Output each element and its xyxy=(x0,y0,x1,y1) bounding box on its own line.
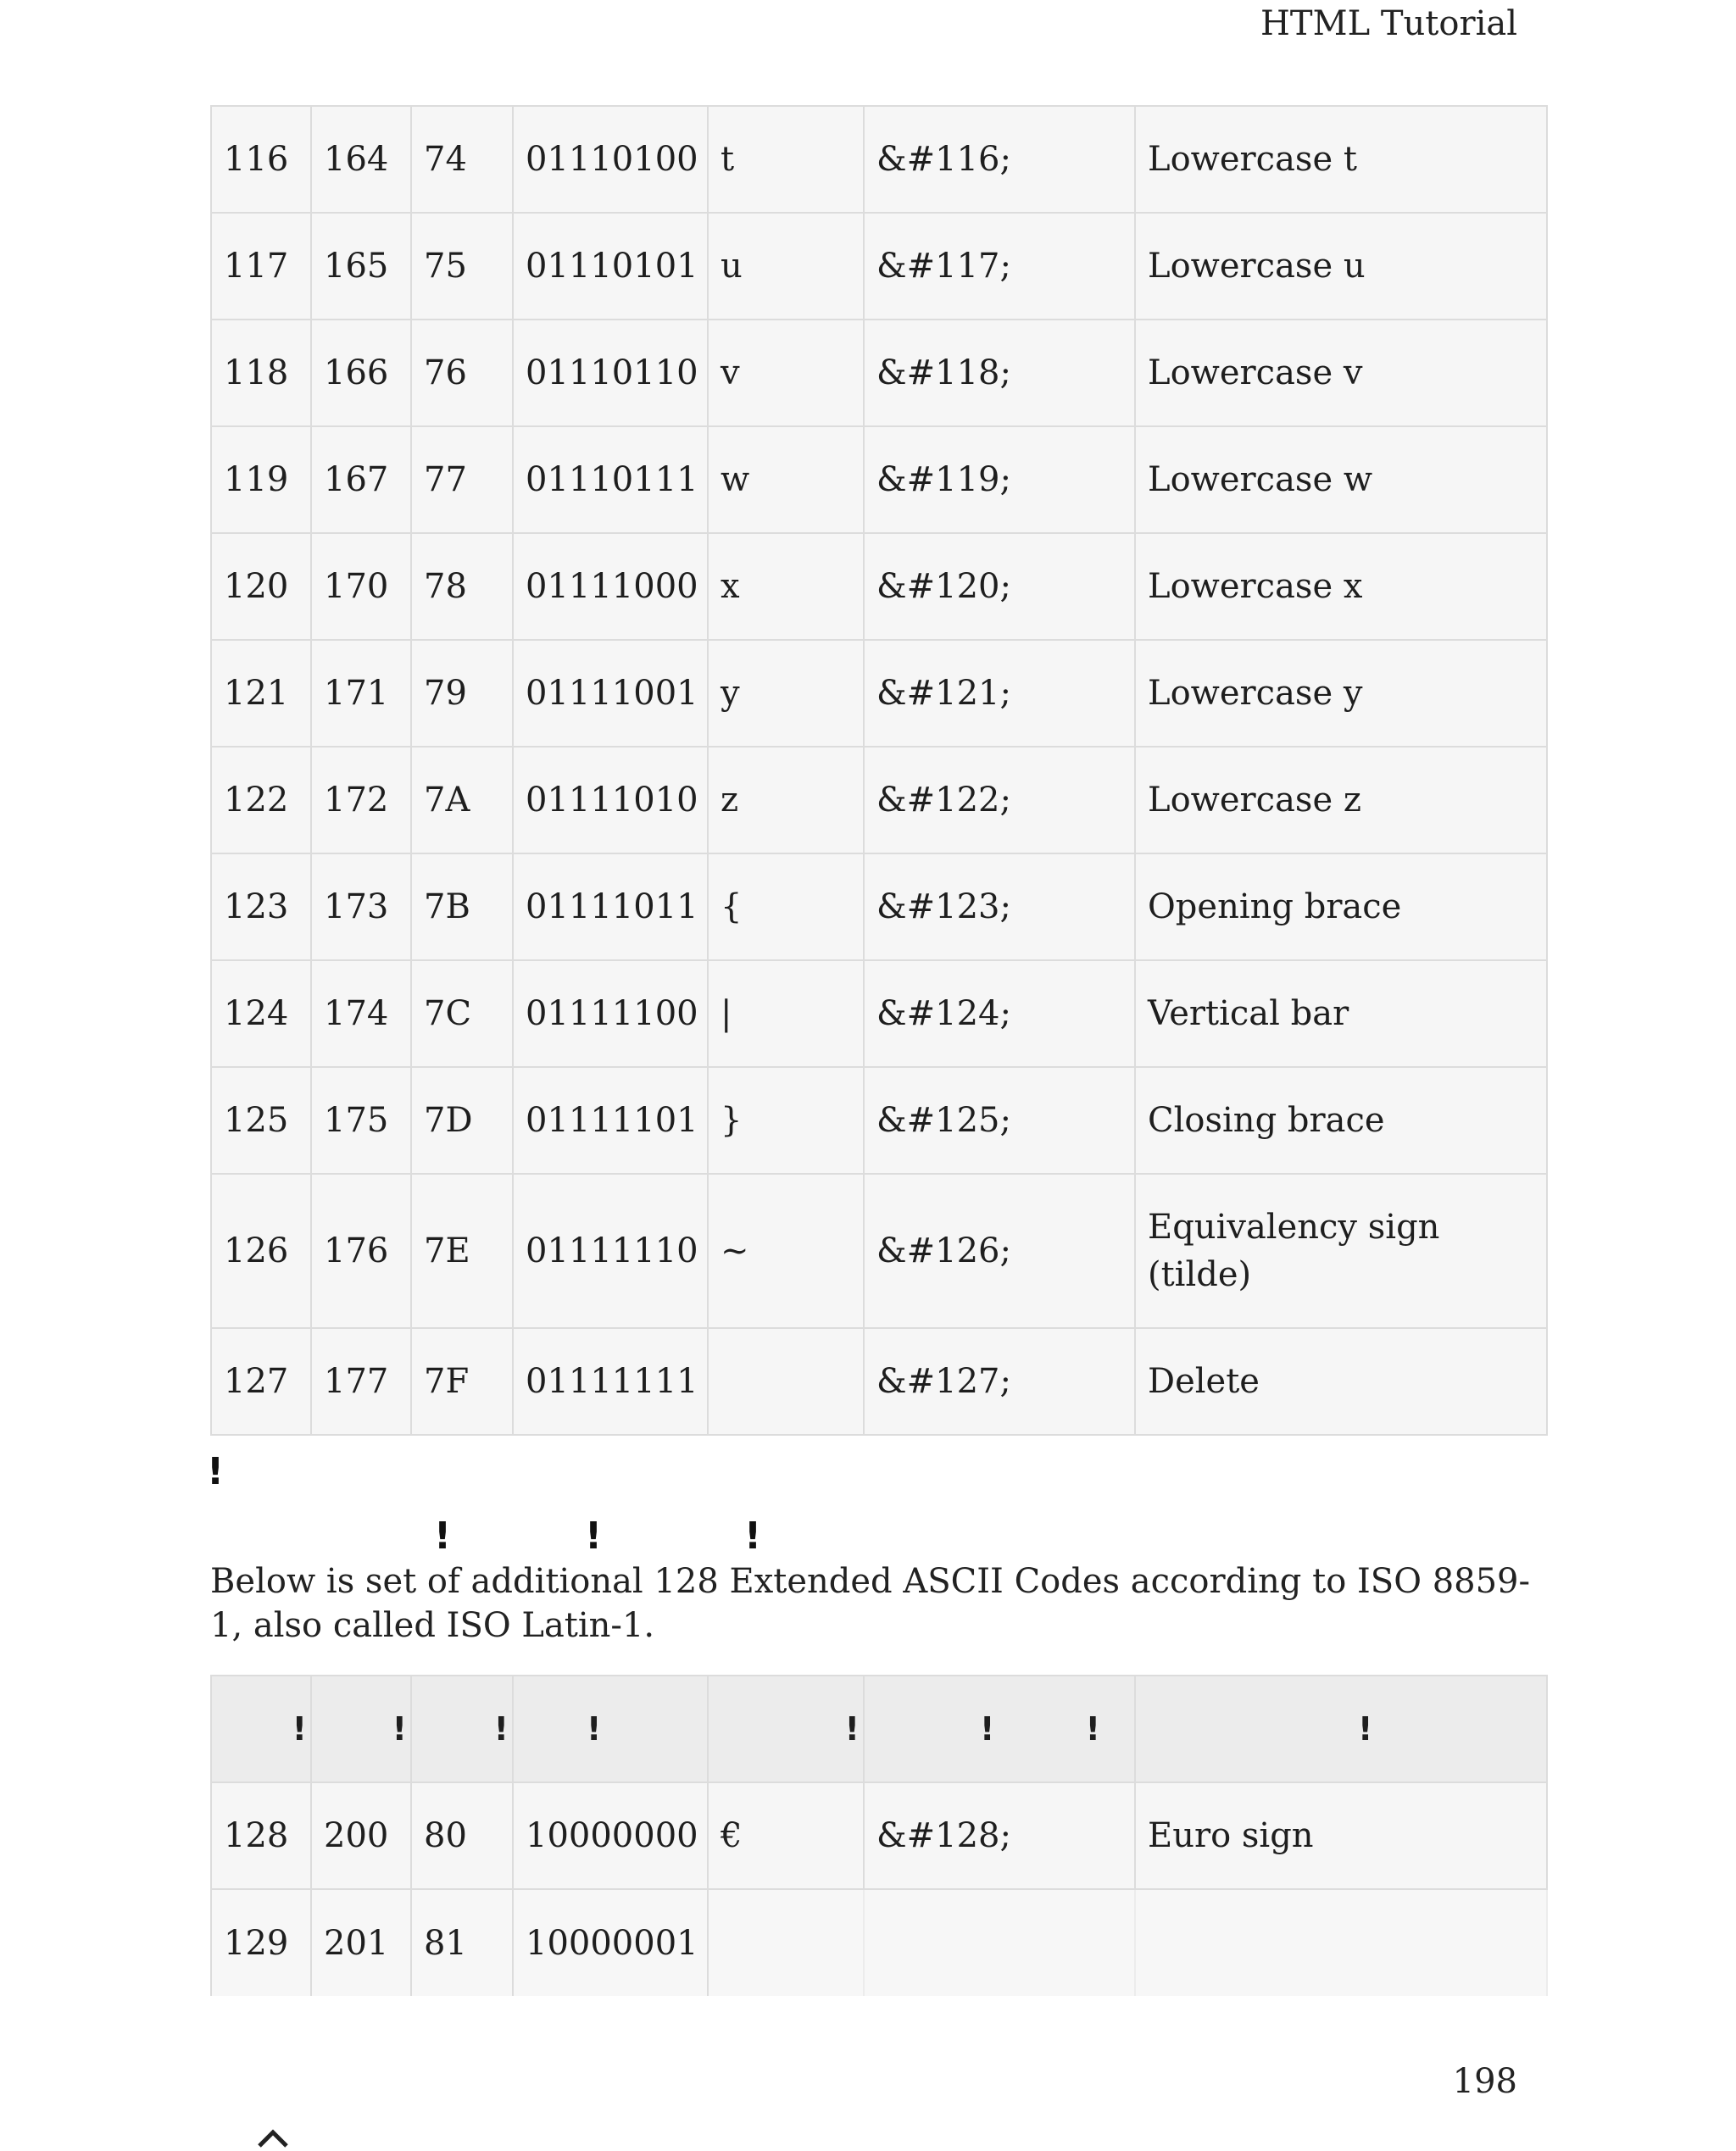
description-cell: Lowercase x xyxy=(1135,533,1547,640)
header-cell xyxy=(864,1676,1135,1782)
decimal-cell: 122 xyxy=(211,747,311,853)
decimal-cell: 121 xyxy=(211,640,311,747)
entity-cell: &#122; xyxy=(864,747,1135,853)
header-cell xyxy=(311,1676,411,1782)
entity-cell: &#116; xyxy=(864,106,1135,213)
octal-cell: 165 xyxy=(311,213,411,320)
decimal-cell: 120 xyxy=(211,533,311,640)
decimal-cell: 116 xyxy=(211,106,311,213)
table-row xyxy=(211,1889,1547,1996)
binary-cell: 01110101 xyxy=(513,213,708,320)
table-row xyxy=(211,960,1547,1067)
binary-cell: 01111111 xyxy=(513,1328,708,1435)
missing-glyph-mark: ! xyxy=(207,1450,225,1493)
table-row xyxy=(211,213,1547,320)
table-row xyxy=(211,1328,1547,1435)
hex-cell: 80 xyxy=(411,1782,513,1889)
description-cell: Opening brace xyxy=(1135,853,1547,960)
octal-cell: 177 xyxy=(311,1328,411,1435)
missing-glyph-mark: ! xyxy=(587,1710,602,1748)
symbol-cell xyxy=(708,1889,864,1996)
entity-cell: &#128; xyxy=(864,1782,1135,1889)
decimal-cell: 127 xyxy=(211,1328,311,1435)
octal-cell: 171 xyxy=(311,640,411,747)
binary-cell: 10000000 xyxy=(513,1782,708,1889)
symbol-cell: } xyxy=(708,1067,864,1174)
description-cell: Equivalency sign (tilde) xyxy=(1135,1174,1547,1328)
entity-cell: &#120; xyxy=(864,533,1135,640)
binary-cell: 01111011 xyxy=(513,853,708,960)
symbol-cell: u xyxy=(708,213,864,320)
description-cell: Lowercase z xyxy=(1135,747,1547,853)
entity-cell: &#125; xyxy=(864,1067,1135,1174)
symbol-cell: v xyxy=(708,320,864,426)
missing-glyph-mark: ! xyxy=(844,1710,860,1748)
hex-cell: 7D xyxy=(411,1067,513,1174)
decimal-cell: 117 xyxy=(211,213,311,320)
entity-cell: &#127; xyxy=(864,1328,1135,1435)
missing-glyph-mark: ! xyxy=(980,1710,995,1748)
description-cell: Lowercase v xyxy=(1135,320,1547,426)
description-cell: Lowercase y xyxy=(1135,640,1547,747)
missing-glyph-mark: ! xyxy=(585,1515,603,1558)
description-cell: Vertical bar xyxy=(1135,960,1547,1067)
binary-cell: 01111100 xyxy=(513,960,708,1067)
octal-cell: 200 xyxy=(311,1782,411,1889)
hex-cell: 7C xyxy=(411,960,513,1067)
octal-cell: 176 xyxy=(311,1174,411,1328)
octal-cell: 166 xyxy=(311,320,411,426)
decimal-cell: 129 xyxy=(211,1889,311,1996)
binary-cell: 01110100 xyxy=(513,106,708,213)
entity-cell: &#117; xyxy=(864,213,1135,320)
symbol-cell: € xyxy=(708,1782,864,1889)
binary-cell: 01111001 xyxy=(513,640,708,747)
table-row xyxy=(211,853,1547,960)
missing-glyph-mark: ! xyxy=(292,1710,307,1748)
symbol-cell: z xyxy=(708,747,864,853)
missing-glyph-mark: ! xyxy=(744,1515,762,1558)
header-cell xyxy=(1135,1676,1547,1782)
table-row xyxy=(211,640,1547,747)
entity-cell: &#126; xyxy=(864,1174,1135,1328)
decimal-cell: 126 xyxy=(211,1174,311,1328)
hex-cell: 77 xyxy=(411,426,513,533)
ascii-table xyxy=(210,105,1548,1436)
header-cell xyxy=(708,1676,864,1782)
hex-cell: 7A xyxy=(411,747,513,853)
binary-cell: 01111010 xyxy=(513,747,708,853)
symbol-cell: y xyxy=(708,640,864,747)
hex-cell: 76 xyxy=(411,320,513,426)
symbol-cell xyxy=(708,1328,864,1435)
extended-ascii-table xyxy=(210,1675,1548,1996)
hex-cell: 81 xyxy=(411,1889,513,1996)
decimal-cell: 124 xyxy=(211,960,311,1067)
table-row xyxy=(211,533,1547,640)
missing-glyph-mark: ! xyxy=(392,1710,407,1748)
entity-cell xyxy=(864,1889,1135,1996)
description-cell: Lowercase w xyxy=(1135,426,1547,533)
hex-cell: 78 xyxy=(411,533,513,640)
octal-cell: 173 xyxy=(311,853,411,960)
entity-cell: &#118; xyxy=(864,320,1135,426)
octal-cell: 170 xyxy=(311,533,411,640)
octal-cell: 174 xyxy=(311,960,411,1067)
decimal-cell: 118 xyxy=(211,320,311,426)
missing-glyph-mark: ! xyxy=(434,1515,452,1558)
symbol-cell: ~ xyxy=(708,1174,864,1328)
missing-glyph-mark: ! xyxy=(1085,1710,1100,1748)
entity-cell: &#121; xyxy=(864,640,1135,747)
table-row xyxy=(211,106,1547,213)
symbol-cell: x xyxy=(708,533,864,640)
header-cell xyxy=(513,1676,708,1782)
hex-cell: 7E xyxy=(411,1174,513,1328)
table-row xyxy=(211,1067,1547,1174)
header-cell xyxy=(411,1676,513,1782)
symbol-cell: { xyxy=(708,853,864,960)
table-row xyxy=(211,1782,1547,1889)
binary-cell: 10000001 xyxy=(513,1889,708,1996)
description-cell: Lowercase u xyxy=(1135,213,1547,320)
intro-paragraph: Below is set of additional 128 Extended ASCII Codes according to ISO 8859-1, also called ISO Latin-1. xyxy=(210,1562,1531,1645)
running-header-title: HTML Tutorial xyxy=(1260,4,1517,43)
binary-cell: 01110111 xyxy=(513,426,708,533)
header-cell xyxy=(211,1676,311,1782)
table-row xyxy=(211,426,1547,533)
octal-cell: 201 xyxy=(311,1889,411,1996)
symbol-cell: | xyxy=(708,960,864,1067)
binary-cell: 01111110 xyxy=(513,1174,708,1328)
table-row xyxy=(211,747,1547,853)
description-cell xyxy=(1135,1889,1547,1996)
hex-cell: 74 xyxy=(411,106,513,213)
page-number: 198 xyxy=(1452,2062,1517,2101)
hex-cell: 7B xyxy=(411,853,513,960)
octal-cell: 175 xyxy=(311,1067,411,1174)
octal-cell: 164 xyxy=(311,106,411,213)
hex-cell: 7F xyxy=(411,1328,513,1435)
binary-cell: 01111101 xyxy=(513,1067,708,1174)
octal-cell: 167 xyxy=(311,426,411,533)
missing-glyph-mark: ! xyxy=(493,1710,509,1748)
entity-cell: &#119; xyxy=(864,426,1135,533)
binary-cell: 01110110 xyxy=(513,320,708,426)
missing-glyph-mark: ! xyxy=(1358,1710,1373,1748)
decimal-cell: 119 xyxy=(211,426,311,533)
octal-cell: 172 xyxy=(311,747,411,853)
description-cell: Delete xyxy=(1135,1328,1547,1435)
hex-cell: 75 xyxy=(411,213,513,320)
binary-cell: 01111000 xyxy=(513,533,708,640)
caret-up-icon xyxy=(256,2126,290,2151)
hex-cell: 79 xyxy=(411,640,513,747)
description-cell: Lowercase t xyxy=(1135,106,1547,213)
description-cell: Closing brace xyxy=(1135,1067,1547,1174)
entity-cell: &#124; xyxy=(864,960,1135,1067)
table-header-row xyxy=(211,1676,1547,1782)
description-cell: Euro sign xyxy=(1135,1782,1547,1889)
decimal-cell: 123 xyxy=(211,853,311,960)
symbol-cell: w xyxy=(708,426,864,533)
entity-cell: &#123; xyxy=(864,853,1135,960)
table-row xyxy=(211,1174,1547,1328)
table-row xyxy=(211,320,1547,426)
decimal-cell: 128 xyxy=(211,1782,311,1889)
decimal-cell: 125 xyxy=(211,1067,311,1174)
symbol-cell: t xyxy=(708,106,864,213)
